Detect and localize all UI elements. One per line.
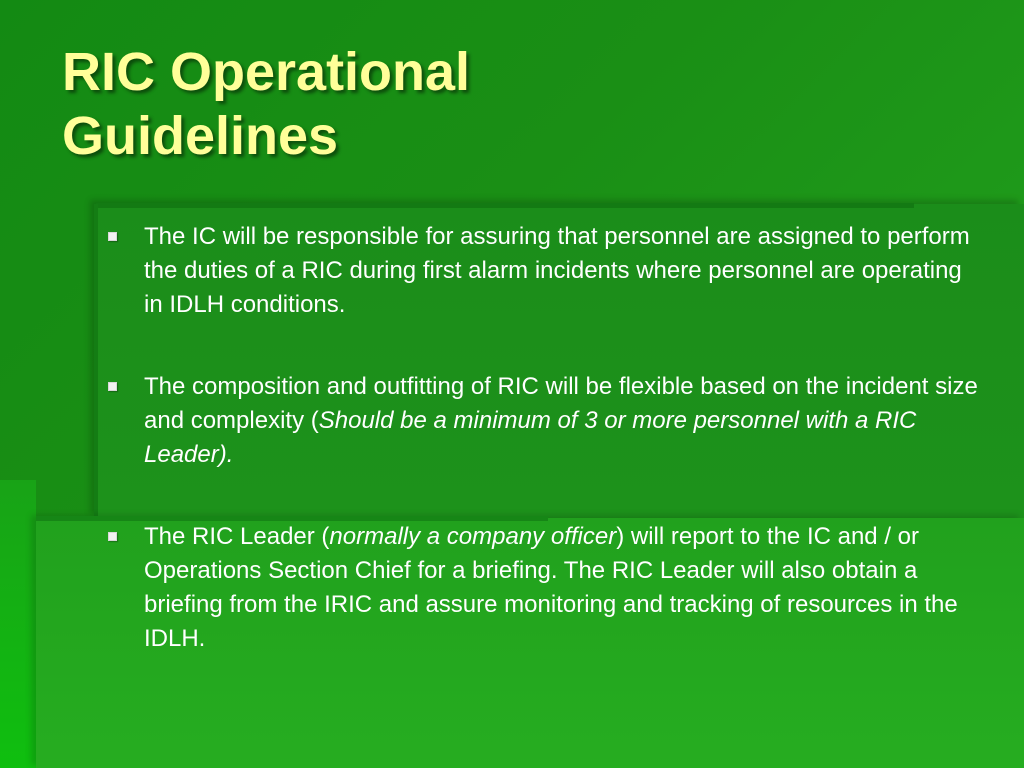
bullet-text: The IC will be responsible for assuring that personnel are assigned to perform the duties of a RIC during first alarm incidents where personnel are operating in IDLH conditions. bbox=[144, 223, 970, 318]
square-bullet-icon bbox=[108, 382, 117, 391]
decorative-upper-panel-border bbox=[96, 203, 914, 208]
bullet-text-italic: Should be a minimum of 3 or more personnel with a RIC Leader). bbox=[144, 407, 917, 468]
bullet-item bbox=[106, 370, 986, 472]
slide-title-line-1: RIC Operational bbox=[62, 42, 471, 102]
decorative-upper-panel-left-border bbox=[94, 204, 98, 518]
square-bullet-icon bbox=[108, 232, 117, 241]
bullet-text-after: ) will report to the IC and / or Operations Section Chief for a briefing. The RIC Leader will also obtain a briefing from the IRIC and assure monitoring and tracking of resources in the IDLH. bbox=[144, 523, 958, 652]
slide-title bbox=[62, 40, 470, 168]
bullet-text: The RIC Leader ( bbox=[144, 523, 330, 550]
bullet-list bbox=[106, 220, 986, 704]
bullet-text: The composition and outfitting of RIC will be flexible based on the incident size and complexity ( bbox=[144, 373, 978, 434]
bullet-item bbox=[106, 220, 986, 322]
bullet-item bbox=[106, 520, 986, 656]
square-bullet-icon bbox=[108, 532, 117, 541]
decorative-left-band bbox=[0, 480, 36, 768]
slide-title-line-2: Guidelines bbox=[62, 106, 339, 166]
bullet-text-italic: normally a company officer bbox=[329, 523, 617, 550]
